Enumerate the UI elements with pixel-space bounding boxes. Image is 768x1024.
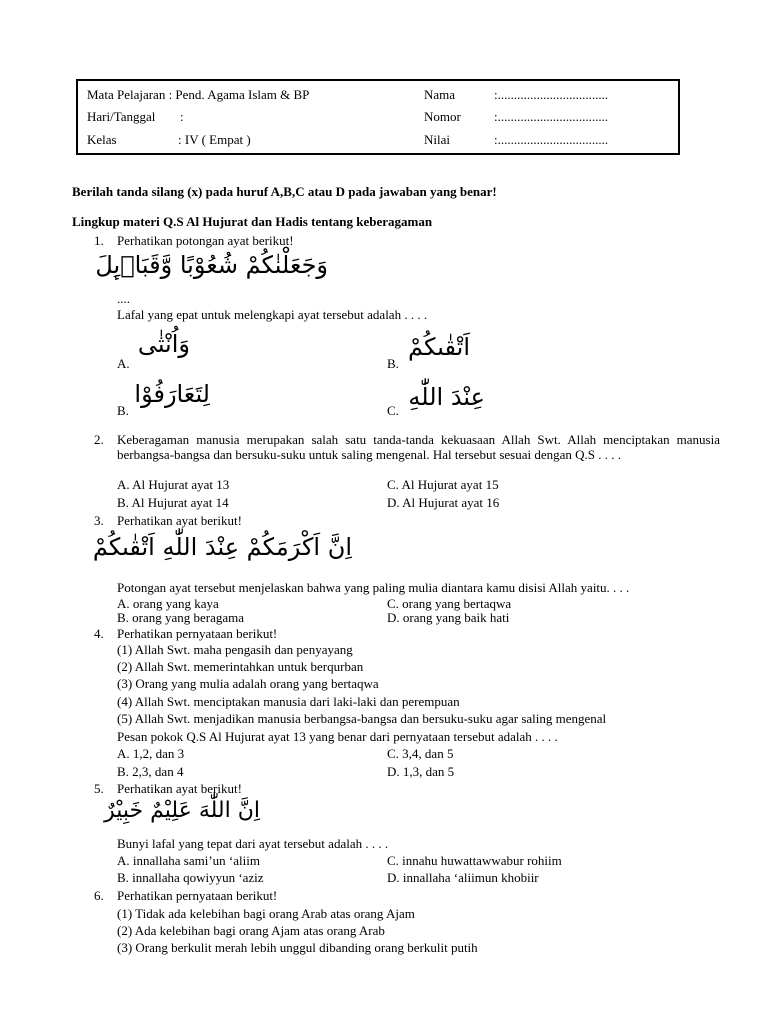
q1-option-b2-label[interactable]: B. <box>387 356 399 371</box>
q2-text: Keberagaman manusia merupakan salah satu tanda-tanda kekuasaan Allah Swt. Allah menciptakan manusia berbangsa-bangsa dan bersuku-suku untuk saling mengenal. Hal tersebut sesuai dengan Q.S . . . . <box>117 432 720 462</box>
q5-text: Perhatikan ayat berikut! <box>117 781 242 796</box>
q5-option-b[interactable]: B. innallaha qowiyyun ‘aziz <box>117 870 264 885</box>
q1-question: Lafal yang epat untuk melengkapi ayat tersebut adalah . . . . <box>117 307 428 322</box>
q4-statement-2: (2) Allah Swt. memerintahkan untuk berqurban <box>117 659 364 674</box>
class-value: : IV ( Empat ) <box>178 132 251 147</box>
q1-option-b-label[interactable]: B. <box>117 403 129 418</box>
q2-option-b[interactable]: B. Al Hujurat ayat 14 <box>117 495 229 510</box>
subject-label: Mata Pelajaran : Pend. Agama Islam & BP <box>87 87 310 102</box>
q6-statement-3: (3) Orang berkulit merah lebih unggul dibanding orang berkulit putih <box>117 940 478 955</box>
q3-option-b[interactable]: B. orang yang beragama <box>117 610 245 625</box>
q1-option-a-label[interactable]: A. <box>117 356 130 371</box>
q3-option-c[interactable]: C. orang yang bertaqwa <box>387 596 512 611</box>
q1-number: 1. <box>94 233 104 248</box>
instruction: Berilah tanda silang (x) pada huruf A,B,C atau D pada jawaban yang benar! <box>72 184 497 199</box>
q5-option-d[interactable]: D. innallaha ‘aliimun khobiir <box>387 870 539 885</box>
q2-number: 2. <box>94 432 104 447</box>
q3-number: 3. <box>94 513 104 528</box>
q4-statement-5: (5) Allah Swt. menjadikan manusia berbangsa-bangsa dan bersuku-suku agar saling mengenal <box>117 711 607 726</box>
q1-dots: .... <box>117 291 130 306</box>
number-label: Nomor <box>424 109 461 124</box>
q4-text: Perhatikan pernyataan berikut! <box>117 626 278 641</box>
q3-question: Potongan ayat tersebut menjelaskan bahwa yang paling mulia diantara kamu disisi Allah yaitu. . . . <box>117 580 630 595</box>
name-field[interactable]: :.................................. <box>494 87 609 102</box>
score-label: Nilai <box>424 132 450 147</box>
section-title: Lingkup materi Q.S Al Hujurat dan Hadis tentang keberagaman <box>72 214 433 229</box>
q1-option-c-label[interactable]: C. <box>387 403 399 418</box>
q5-question: Bunyi lafal yang tepat dari ayat tersebut adalah . . . . <box>117 836 389 851</box>
q1-text: Perhatikan potongan ayat berikut! <box>117 233 294 248</box>
name-label: Nama <box>424 87 456 102</box>
q2-option-c[interactable]: C. Al Hujurat ayat 15 <box>387 477 499 492</box>
q3-arabic-verse: اِنَّ اَكْرَمَكُمْ عِنْدَ اللّٰهِ اَتْقٰىكُمْ <box>92 533 352 561</box>
q4-statement-4: (4) Allah Swt. menciptakan manusia dari laki-laki dan perempuan <box>117 694 460 709</box>
q5-option-c[interactable]: C. innahu huwattawwabur rohiim <box>387 853 562 868</box>
date-label: Hari/Tanggal <box>87 109 156 124</box>
q4-number: 4. <box>94 626 104 641</box>
q4-question: Pesan pokok Q.S Al Hujurat ayat 13 yang benar dari pernyataan tersebut adalah . . . . <box>117 729 558 744</box>
q2-option-d[interactable]: D. Al Hujurat ayat 16 <box>387 495 500 510</box>
q1-option-b-arabic[interactable]: لِتَعَارَفُوْا <box>134 380 210 408</box>
q6-statement-1: (1) Tidak ada kelebihan bagi orang Arab atas orang Ajam <box>117 906 415 921</box>
score-field[interactable]: :.................................. <box>494 132 609 147</box>
q4-option-c[interactable]: C. 3,4, dan 5 <box>387 746 454 761</box>
q3-text: Perhatikan ayat berikut! <box>117 513 242 528</box>
q4-option-d[interactable]: D. 1,3, dan 5 <box>387 764 455 779</box>
q6-number: 6. <box>94 888 104 903</box>
q4-option-b[interactable]: B. 2,3, dan 4 <box>117 764 184 779</box>
q4-statement-3: (3) Orang yang mulia adalah orang yang bertaqwa <box>117 676 379 691</box>
q1-option-a-arabic[interactable]: وَاُنْثٰى <box>137 330 190 358</box>
number-field[interactable]: :.................................. <box>494 109 609 124</box>
q5-option-a[interactable]: A. innallaha sami’un ‘aliim <box>117 853 260 868</box>
q1-option-b2-arabic[interactable]: اَتْقٰىكُمْ <box>408 333 470 361</box>
q6-statement-2: (2) Ada kelebihan bagi orang Ajam atas orang Arab <box>117 923 385 938</box>
q5-number: 5. <box>94 781 104 796</box>
q3-option-a[interactable]: A. orang yang kaya <box>117 596 219 611</box>
q2-option-a[interactable]: A. Al Hujurat ayat 13 <box>117 477 230 492</box>
q4-option-a[interactable]: A. 1,2, dan 3 <box>117 746 185 761</box>
q4-statement-1: (1) Allah Swt. maha pengasih dan penyayang <box>117 642 353 657</box>
q1-option-c-arabic[interactable]: عِنْدَ اللّٰهِ <box>408 383 485 411</box>
q6-text: Perhatikan pernyataan berikut! <box>117 888 278 903</box>
class-label: Kelas <box>87 132 117 147</box>
q1-arabic-verse: وَجَعَلْنٰكُمْ شُعُوْبًا وَّقَبَاۤىِٕلَ <box>95 251 328 279</box>
q5-arabic-verse: اِنَّ اللّٰهَ عَلِيْمٌ خَبِيْرٌ <box>104 798 260 823</box>
date-separator: : <box>180 109 184 124</box>
q3-option-d[interactable]: D. orang yang baik hati <box>387 610 510 625</box>
